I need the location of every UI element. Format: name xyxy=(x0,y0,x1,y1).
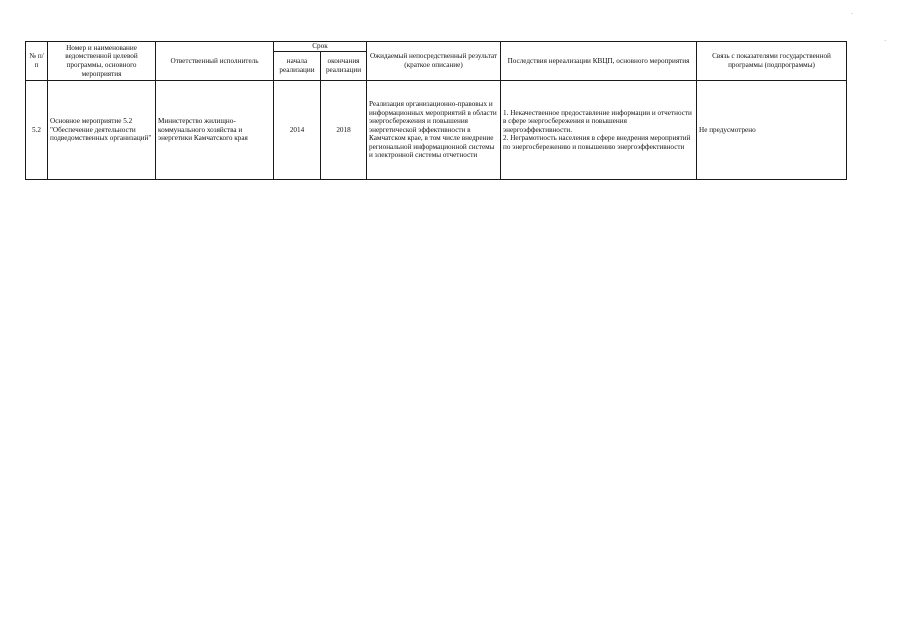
header-link: Связь с показателями государственной программы (подпрограммы) xyxy=(697,42,847,81)
scan-speck: · xyxy=(851,10,854,18)
cell-name: Основное мероприятие 5.2 "Обеспечение деятельности подведомственных организаций" xyxy=(48,81,156,180)
scan-speck: · xyxy=(884,37,887,45)
header-term-end: окончания реализации xyxy=(321,52,367,81)
cell-link: Не предусмотрено xyxy=(697,81,847,180)
header-name: Номер и наименование ведомственной целевой программы, основного мероприятия xyxy=(48,42,156,81)
cell-responsible: Министерство жилищно-коммунального хозяйства и энергетики Камчатского края xyxy=(156,81,274,180)
header-expected: Ожидаемый непосредственный результат (краткое описание) xyxy=(367,42,501,81)
measures-table xyxy=(25,41,847,180)
header-responsible: Ответственный исполнитель xyxy=(156,42,274,81)
consequence-item-1: 1. Некачественное предоставление информации и отчетности в сфере энергосбережения и повышения энергоэффективности. xyxy=(503,108,692,134)
cell-start: 2014 xyxy=(274,81,321,180)
header-term-start: начала реализации xyxy=(274,52,321,81)
cell-end: 2018 xyxy=(321,81,367,180)
cell-expected: Реализация организационно-правовых и информационных мероприятий в области энергосбережения и повышения энергетической эффективности в Камчатском крае, в том числе внедрение региональной информационной системы и электронной системы отчетности xyxy=(367,81,501,180)
header-row xyxy=(26,42,847,52)
cell-num: 5.2 xyxy=(26,81,48,180)
header-term: Срок xyxy=(274,42,367,52)
header-num: № п/п xyxy=(26,42,48,81)
header-consequences: Последствия нереализации КВЦП, основного мероприятия xyxy=(501,42,697,81)
table-row xyxy=(26,81,847,180)
consequence-item-2: 2. Неграмотность населения в сфере внедрения мероприятий по энергосбережению и повышению энергоэффективности xyxy=(503,134,691,151)
cell-consequences xyxy=(501,81,697,180)
